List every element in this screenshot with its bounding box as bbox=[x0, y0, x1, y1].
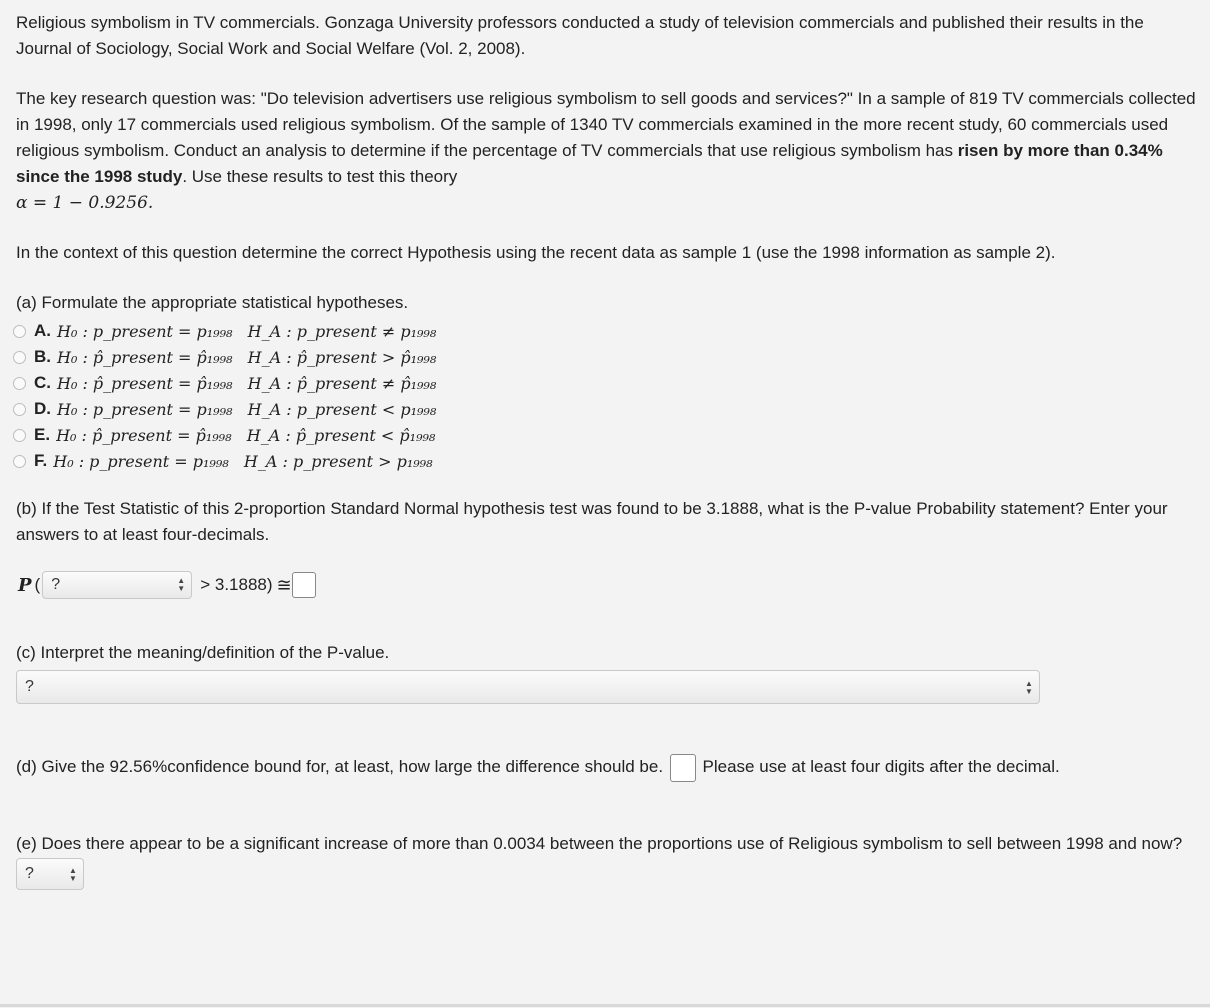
test-statistic-select-value: ? bbox=[51, 576, 61, 593]
select-arrows-icon: ▲ ▼ bbox=[69, 865, 77, 883]
radio-e[interactable] bbox=[13, 429, 26, 442]
research-text bbox=[16, 86, 1196, 216]
probability-symbol: P bbox=[18, 574, 32, 596]
alpha-formula: α = 1 − 0.9256. bbox=[16, 193, 154, 213]
option-e-formula: H₀ : p̂_present = p̂₁₉₉₈ H_A : p̂_present < p̂₁₉₉₈ bbox=[56, 425, 436, 445]
research-text-bold: risen by more than 0.34% since the 1998 study bbox=[16, 141, 1163, 186]
radio-a[interactable] bbox=[13, 325, 26, 338]
option-c-formula: H₀ : p̂_present = p̂₁₉₉₈ H_A : p̂_present ≠ p̂₁₉₉₈ bbox=[57, 373, 437, 393]
part-b-prompt: (b) If the Test Statistic of this 2-proportion Standard Normal hypothesis test was found to be 3.1888, what is the P-value Probability statement? Enter your answers to at least four-decimals. bbox=[16, 499, 1168, 544]
select-arrows-icon: ▲ ▼ bbox=[177, 576, 186, 593]
part-d-instructions: Please use at least four digits after the decimal. bbox=[702, 757, 1060, 776]
select-arrows-icon: ▲ ▼ bbox=[1025, 679, 1033, 696]
option-e[interactable] bbox=[16, 422, 1210, 448]
option-a-letter: A. bbox=[34, 321, 51, 340]
option-d-formula: H₀ : p_present = p₁₉₉₈ H_A : p_present < p₁₉₉₈ bbox=[57, 399, 437, 419]
research-text-after: . Use these results to test this theory bbox=[182, 167, 458, 186]
part-e-text bbox=[16, 829, 1196, 890]
radio-c[interactable] bbox=[13, 377, 26, 390]
part-a-prompt: (a) Formulate the appropriate statistical hypotheses. bbox=[16, 293, 409, 312]
part-d-prompt: (d) Give the 92.56%confidence bound for, at least, how large the difference should be. bbox=[16, 757, 664, 776]
interpretation-select[interactable] bbox=[16, 670, 1040, 704]
p-value-input[interactable] bbox=[292, 572, 316, 598]
part-d-text bbox=[16, 752, 1196, 782]
option-c-letter: C. bbox=[34, 373, 51, 392]
option-b[interactable] bbox=[16, 344, 1210, 370]
confidence-bound-input[interactable] bbox=[670, 754, 696, 782]
option-c[interactable] bbox=[16, 370, 1210, 396]
option-f-letter: F. bbox=[34, 451, 48, 470]
statistic-value-text: > 3.1888) bbox=[200, 575, 273, 594]
part-c-prompt: (c) Interpret the meaning/definition of the P-value. bbox=[16, 643, 390, 662]
significance-select[interactable] bbox=[16, 858, 84, 890]
option-b-letter: B. bbox=[34, 347, 51, 366]
option-f-formula: H₀ : p_present = p₁₉₉₈ H_A : p_present > p₁₉₉₈ bbox=[53, 451, 433, 471]
question-content bbox=[16, 10, 1210, 890]
approx-symbol: ≅ bbox=[276, 574, 292, 595]
option-e-letter: E. bbox=[34, 425, 51, 444]
option-a[interactable] bbox=[16, 318, 1210, 344]
option-b-formula: H₀ : p̂_present = p̂₁₉₉₈ H_A : p̂_present > p̂₁₉₉₈ bbox=[57, 347, 437, 367]
option-f[interactable] bbox=[16, 448, 1210, 474]
research-text-before: The key research question was: "Do television advertisers use religious symbolism to sell goods and services?" In a sample of 819 TV commercials collected in 1998, only 17 commercials used religious symbolism. Of the sample of 1340 TV commercials examined in the more recent study, 60 commercials used religious symbolism. Conduct an analysis to determine if the percentage of TV commercials that use religious symbolism has bbox=[16, 89, 1196, 160]
radio-b[interactable] bbox=[13, 351, 26, 364]
radio-d[interactable] bbox=[13, 403, 26, 416]
significance-select-value: ? bbox=[25, 864, 34, 882]
hypothesis-options bbox=[16, 318, 1210, 474]
interpretation-select-value: ? bbox=[25, 678, 34, 695]
p-value-row bbox=[16, 568, 1210, 602]
test-statistic-select[interactable] bbox=[42, 571, 192, 599]
option-a-formula: H₀ : p_present = p₁₉₉₈ H_A : p_present ≠ p₁₉₉₈ bbox=[57, 321, 437, 341]
option-d[interactable] bbox=[16, 396, 1210, 422]
radio-f[interactable] bbox=[13, 455, 26, 468]
part-e-prompt: (e) Does there appear to be a significant increase of more than 0.0034 between the proportions use of Religious symbolism to sell between 1998 and now? bbox=[16, 833, 1183, 853]
intro-text: Religious symbolism in TV commercials. Gonzaga University professors conducted a study of television commercials and published their results in the Journal of Sociology, Social Work and Social Welfare (Vol. 2, 2008). bbox=[16, 13, 1144, 58]
context-text: In the context of this question determine the correct Hypothesis using the recent data as sample 1 (use the 1998 information as sample 2). bbox=[16, 243, 1056, 262]
option-d-letter: D. bbox=[34, 399, 51, 418]
open-paren: ( bbox=[34, 575, 41, 594]
